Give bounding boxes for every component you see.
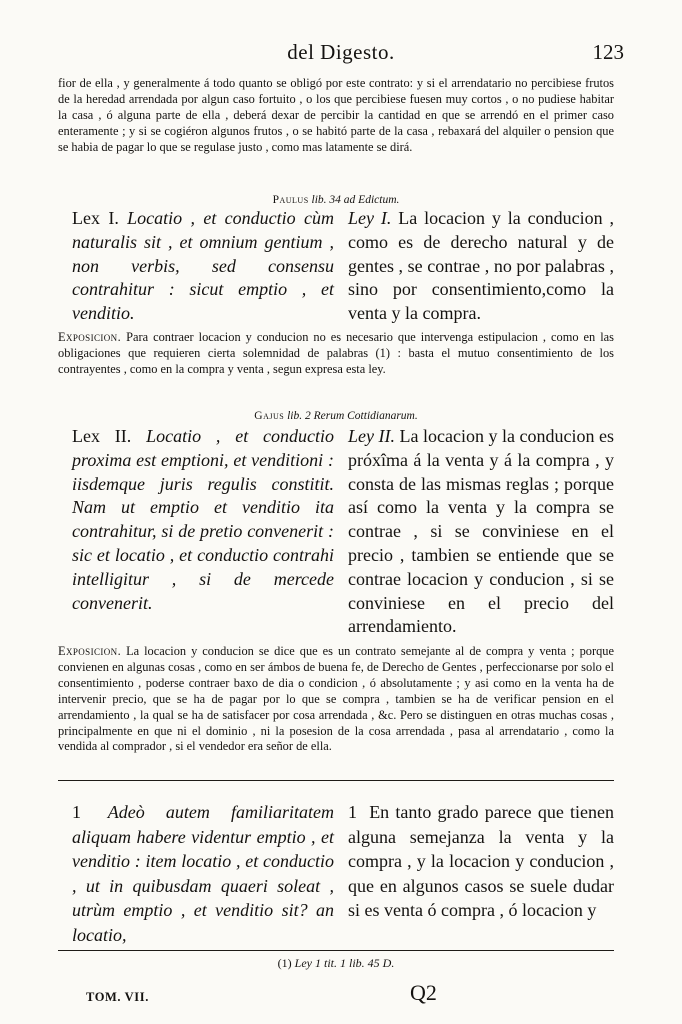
para1-latin-text: Adeò autem familiaritatem aliquam habere videntur emptio , et venditio : item locatio , et conductio , ut in quibusdam quaeri soleat , utrùm emptio , et venditio sit? an locatio, [72, 802, 334, 945]
lex2-latin-label: Lex II. [72, 426, 132, 446]
para1-spanish-text: En tanto grado parece que tienen alguna semejanza la venta y la compra , y la locacion y conducion , que en algunos casos se suele dudar si es venta ó compra , ó locacion y [348, 802, 615, 920]
lex2-source-author: Gajus [254, 410, 285, 422]
para1-spanish [348, 800, 614, 923]
lex1-exposicion [58, 330, 614, 378]
page-number: 123 [592, 40, 624, 64]
lex2-source [58, 410, 614, 422]
footnote-marker: (1) [277, 956, 292, 970]
para1-latin-number: 1 [72, 802, 81, 822]
volume-label: TOM. VII. [86, 990, 149, 1004]
lex2-exposicion [58, 644, 614, 755]
footnote-rule [58, 950, 614, 951]
lex1-source [58, 194, 614, 206]
intro-paragraph: fior de ella , y generalmente á todo quanto se obligó por este contrato: y si el arrendatario no percibiese frutos de la heredad arrendada por algun caso fortuito , o los que percibiese fuesen muy cortos , o no pudiese habitar la casa , ó alguna parte de ella , deberá dexar de percibir la cantidad en que se arrendó en el primer caso enteramente ; y si se cogiéron algunos frutos , o se habitó parte de la casa , rebaxará del alquiler o pension que se habia de pagar lo que se regulase justo , como mas latamente se dirá. [58, 76, 614, 154]
para1-columns [58, 800, 615, 945]
lex1-source-author: Paulus [272, 194, 309, 206]
lex2-latin-text: Locatio , et conductio proxima est emptioni, et venditioni : iisdemque juris regulis constitit. Nam ut emptio et venditio ita contrahitur, si de pretio convenerit : sic et locatio , et conductio contrahi intelligitur , si de mercede convenerit. [72, 426, 334, 613]
lex2-spanish-label: Ley II. [348, 426, 395, 446]
lex1-exposicion-text: Para contraer locacion y conducion no es necesario que intervenga estipulacion , como en las obligaciones que requieren cierta solemnidad de palabras (1) : basta el mutuo consentimiento de los contrayentes , como en la compra y venta , segun expresa esta ley. [58, 330, 614, 376]
lex2-exposicion-text: La locacion y conducion se dice que es un contrato semejante al de compra y venta ; porque convienen en algunas cosas , como en ser ámbos de buena fe, de Derecho de Gentes , perfeccionarse por solo el consentimiento , poderse contraer baxo de dia o condicion , ó absolutamente ; y asi como en la venta ha de intervenir precio, que se ha de pagar por lo que se compra , tambien se ha de verificar pension en el arrendamiento , la qual se ha de satisfacer por cosa arrendada , &c. Pero se distinguen en otras muchas cosas , principalmente en que ni el dominio , ni la posesion de la cosa arrendada , pasa al arrendatario , como la vendida al comprador , si el vendedor era señor de ella. [58, 644, 614, 754]
running-head: del Digesto. [287, 40, 395, 64]
lex2-spanish [348, 425, 614, 639]
footnote-text: Ley 1 tit. 1 lib. 45 D. [294, 956, 395, 970]
lex2-spanish-text: La locacion y la conducion es próxîma á la venta y á la compra , y consta de las mismas reglas ; porque así como la venta y la compra se contrae , si se conviniese en el precio , tambien se entiende que se contrae locacion y conducion , si se conviniese en el precio del arrendamiento. [348, 426, 615, 637]
section-divider [58, 780, 614, 781]
lex1-latin-text: Locatio , et conductio cùm naturalis sit , et omnium gentium , non verbis, sed consensu contrahitur : sicut emptio , et venditio. [72, 208, 334, 324]
para1-latin [72, 800, 334, 947]
lex2-source-work: lib. 2 Rerum Cottidianarum. [287, 410, 418, 422]
page-header [58, 40, 624, 70]
lex2-exposicion-label: Exposicion. [58, 644, 122, 658]
para1-spanish-number: 1 [348, 802, 357, 822]
lex1-columns [58, 207, 614, 327]
lex1-source-work: lib. 34 ad Edictum. [311, 194, 400, 206]
lex2-columns [58, 425, 614, 635]
lex1-spanish [348, 207, 614, 326]
footnote [58, 956, 614, 971]
lex1-latin-label: Lex I. [72, 208, 119, 228]
lex1-spanish-label: Ley I. [348, 208, 392, 228]
signature-mark: Q2 [410, 980, 437, 1005]
lex1-exposicion-label: Exposicion. [58, 330, 122, 344]
lex1-latin [72, 207, 334, 326]
lex1-spanish-text: La locacion y la conducion , como es de derecho natural y de gentes , se contrae , no por palabras , sino por consentimiento,como la venta y la compra. [348, 208, 614, 324]
lex2-latin [72, 425, 334, 615]
